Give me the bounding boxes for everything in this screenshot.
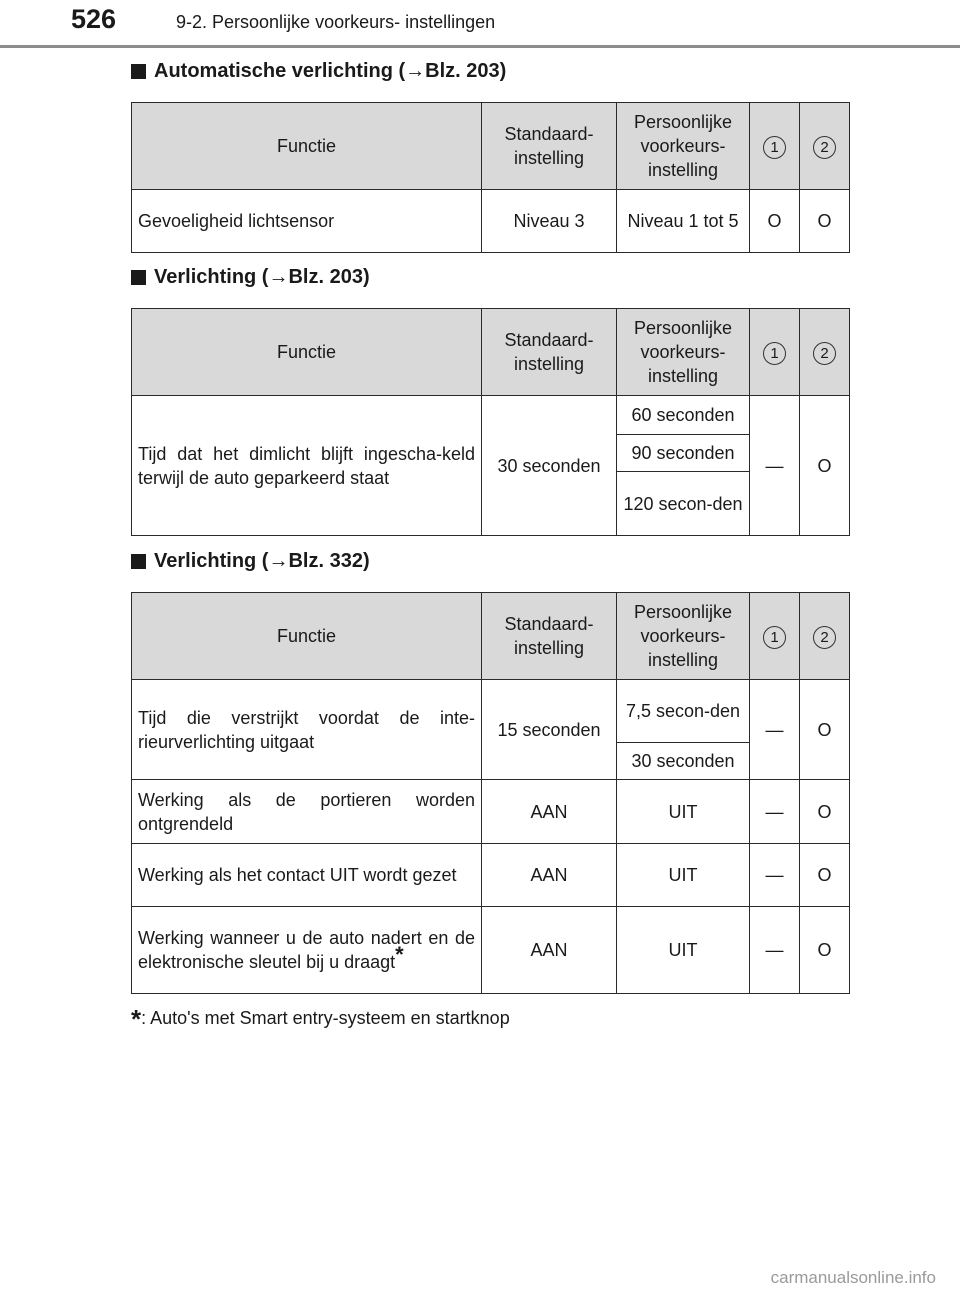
cell-function: Tijd dat het dimlicht blijft ingescha-keld terwijl de auto geparkeerd staat bbox=[132, 396, 482, 536]
header-function: Functie bbox=[132, 593, 482, 680]
arrow-icon: → bbox=[405, 60, 426, 82]
footnote-text: : Auto's met Smart entry-systeem en startknop bbox=[141, 1008, 510, 1028]
cell-c1: — bbox=[750, 396, 800, 536]
cell-default: Niveau 3 bbox=[482, 190, 617, 253]
circled-1-icon: 1 bbox=[763, 626, 786, 649]
header-col-2 bbox=[800, 309, 850, 396]
cell-custom-option: 60 seconden bbox=[617, 396, 750, 435]
header-col-2 bbox=[800, 103, 850, 190]
cell-function: Tijd die verstrijkt voordat de inte-rieurverlichting uitgaat bbox=[132, 680, 482, 780]
cell-default: AAN bbox=[482, 780, 617, 844]
footnote bbox=[131, 1004, 510, 1035]
arrow-icon: → bbox=[268, 550, 289, 572]
watermark: carmanualsonline.info bbox=[770, 1268, 936, 1287]
cell-default: 15 seconden bbox=[482, 680, 617, 780]
table-header-row bbox=[132, 309, 850, 396]
section-title-ref: Blz. 203) bbox=[288, 266, 370, 288]
footnote-star: * bbox=[131, 1004, 142, 1034]
cell-custom: UIT bbox=[617, 844, 750, 907]
header-default: Standaard-instelling bbox=[482, 593, 617, 680]
table-row bbox=[132, 907, 850, 994]
header-divider bbox=[0, 45, 960, 48]
header-custom: Persoonlijke voorkeurs-instelling bbox=[617, 593, 750, 680]
cell-c1: — bbox=[750, 844, 800, 907]
table-row bbox=[132, 396, 850, 435]
square-bullet-icon bbox=[131, 64, 146, 79]
square-bullet-icon bbox=[131, 554, 146, 569]
table-row bbox=[132, 844, 850, 907]
cell-c2: O bbox=[800, 396, 850, 536]
cell-c1: — bbox=[750, 907, 800, 994]
table-row bbox=[132, 190, 850, 253]
table-header-row bbox=[132, 103, 850, 190]
cell-c2: O bbox=[800, 190, 850, 253]
cell-default: 30 seconden bbox=[482, 396, 617, 536]
header-col-1 bbox=[750, 309, 800, 396]
section-title-ref: Blz. 203) bbox=[425, 60, 507, 82]
cell-custom: Niveau 1 tot 5 bbox=[617, 190, 750, 253]
table-lighting-332 bbox=[131, 592, 850, 994]
cell-custom-option: 90 seconden bbox=[617, 435, 750, 472]
header-custom: Persoonlijke voorkeurs-instelling bbox=[617, 309, 750, 396]
cell-default: AAN bbox=[482, 844, 617, 907]
section-title-text: Verlichting ( bbox=[154, 550, 269, 572]
header-function: Functie bbox=[132, 309, 482, 396]
page-number: 526 bbox=[71, 4, 117, 34]
header-col-1 bbox=[750, 103, 800, 190]
cell-c2: O bbox=[800, 780, 850, 844]
section-heading-auto-lighting bbox=[131, 60, 506, 83]
section-heading-lighting-332 bbox=[131, 550, 370, 573]
table-header-row bbox=[132, 593, 850, 680]
cell-function: Werking als het contact UIT wordt gezet bbox=[132, 844, 482, 907]
cell-function: Gevoeligheid lichtsensor bbox=[132, 190, 482, 253]
cell-function: Werking als de portieren worden ontgrendeld bbox=[132, 780, 482, 844]
cell-function-text: Werking wanneer u de auto nadert en de elektronische sleutel bij u draagt bbox=[138, 928, 475, 972]
cell-custom-option: 7,5 secon-den bbox=[617, 680, 750, 743]
header-col-1 bbox=[750, 593, 800, 680]
cell-function bbox=[132, 907, 482, 994]
cell-custom-option: 120 secon-den bbox=[617, 472, 750, 536]
header-function: Functie bbox=[132, 103, 482, 190]
circled-2-icon: 2 bbox=[813, 626, 836, 649]
table-row bbox=[132, 780, 850, 844]
cell-c1: — bbox=[750, 780, 800, 844]
section-heading-lighting-203 bbox=[131, 266, 370, 289]
arrow-icon: → bbox=[268, 266, 289, 288]
section-title-text: Verlichting ( bbox=[154, 266, 269, 288]
cell-custom: UIT bbox=[617, 907, 750, 994]
footnote-marker: * bbox=[395, 942, 404, 967]
cell-custom-option: 30 seconden bbox=[617, 743, 750, 780]
cell-default: AAN bbox=[482, 907, 617, 994]
header-default: Standaard-instelling bbox=[482, 309, 617, 396]
circled-1-icon: 1 bbox=[763, 136, 786, 159]
cell-c2: O bbox=[800, 907, 850, 994]
cell-custom: UIT bbox=[617, 780, 750, 844]
header-default: Standaard-instelling bbox=[482, 103, 617, 190]
circled-2-icon: 2 bbox=[813, 342, 836, 365]
table-auto-lighting bbox=[131, 102, 850, 253]
circled-1-icon: 1 bbox=[763, 342, 786, 365]
header-col-2 bbox=[800, 593, 850, 680]
section-title-text: Automatische verlichting ( bbox=[154, 60, 406, 82]
section-title-ref: Blz. 332) bbox=[288, 550, 370, 572]
header-custom: Persoonlijke voorkeurs-instelling bbox=[617, 103, 750, 190]
square-bullet-icon bbox=[131, 270, 146, 285]
cell-c1: O bbox=[750, 190, 800, 253]
cell-c2: O bbox=[800, 680, 850, 780]
cell-c1: — bbox=[750, 680, 800, 780]
cell-c2: O bbox=[800, 844, 850, 907]
table-row bbox=[132, 680, 850, 743]
table-lighting-203 bbox=[131, 308, 850, 536]
circled-2-icon: 2 bbox=[813, 136, 836, 159]
chapter-title: 9-2. Persoonlijke voorkeurs- instellingen bbox=[176, 12, 496, 32]
page-header bbox=[0, 0, 960, 48]
